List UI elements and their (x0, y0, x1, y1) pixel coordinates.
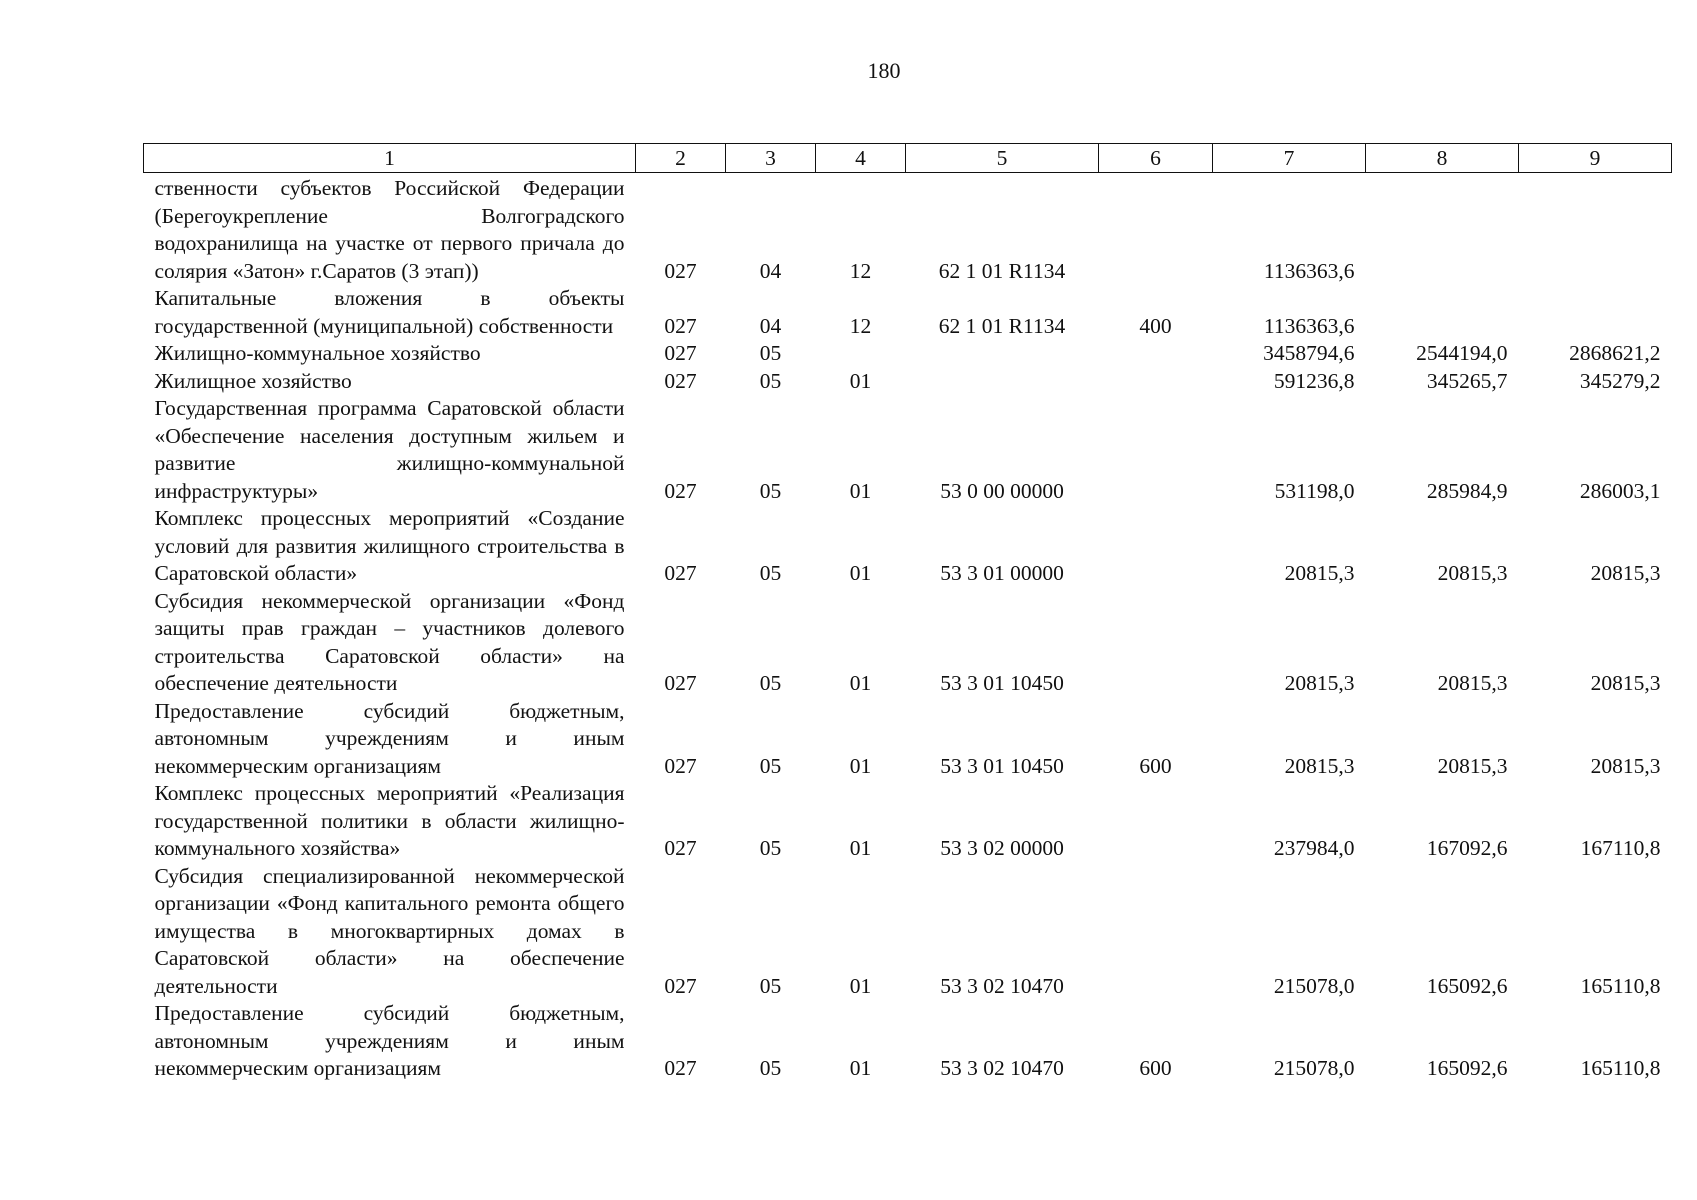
cell-target-article: 53 3 02 10470 (940, 973, 1064, 998)
table-row (144, 173, 1672, 286)
cell-target-article: 62 1 01 R1134 (938, 313, 1066, 338)
header-row (144, 144, 1672, 173)
column-header-6: 6 (1099, 144, 1213, 173)
row-description: Комплекс процессных мероприятий «Создание условий для развития жилищного строительства в Саратовской области» (154, 506, 625, 585)
row-description: Комплекс процессных мероприятий «Реализация государственной политики в области жилищно-коммунального хозяйства» (154, 781, 625, 860)
row-description: Жилищное хозяйство (154, 368, 352, 393)
cell-expense-type (1099, 780, 1213, 863)
cell-amount-col9: 286003,1 (1579, 478, 1661, 503)
table-row (144, 863, 1672, 1001)
cell-target-article: 53 3 01 00000 (940, 561, 1064, 585)
cell-section: 04 (759, 258, 782, 283)
cell-amount-col7: 591236,8 (1273, 368, 1355, 393)
cell-expense-type (1099, 505, 1213, 588)
cell-ministry: 027 (664, 368, 697, 393)
cell-ministry: 027 (664, 478, 697, 503)
cell-ministry: 027 (664, 1056, 697, 1080)
page-number: 180 (867, 58, 901, 83)
cell-amount-col8: 165092,6 (1426, 973, 1508, 998)
cell-amount-col9: 20815,3 (1590, 753, 1661, 778)
cell-ministry: 027 (664, 973, 697, 998)
cell-amount-col9: 165110,8 (1580, 973, 1661, 998)
cell-expense-type (1099, 588, 1213, 698)
cell-target-article (906, 340, 1099, 368)
column-header-9: 9 (1519, 144, 1672, 173)
cell-amount-col8: 20815,3 (1437, 671, 1508, 695)
cell-section: 05 (759, 1056, 782, 1080)
cell-subsection: 12 (849, 258, 872, 283)
cell-expense-type: 400 (1139, 313, 1172, 338)
table-body (144, 173, 1672, 1083)
cell-amount-col7: 3458794,6 (1263, 341, 1355, 365)
cell-amount-col7: 531198,0 (1274, 478, 1355, 503)
column-header-1: 1 (144, 144, 636, 173)
cell-target-article: 53 3 01 10450 (940, 671, 1064, 695)
column-header-5: 5 (906, 144, 1099, 173)
table-row (144, 395, 1672, 505)
cell-amount-col8: 167092,6 (1426, 836, 1508, 860)
cell-amount-col9: 165110,8 (1580, 1056, 1661, 1080)
cell-expense-type (1099, 173, 1213, 286)
cell-amount-col9: 167110,8 (1580, 836, 1661, 860)
column-header-7: 7 (1213, 144, 1366, 173)
cell-subsection: 01 (849, 671, 872, 695)
cell-subsection: 12 (849, 313, 872, 338)
table-row (144, 368, 1672, 396)
column-header-4: 4 (816, 144, 906, 173)
cell-amount-col7: 20815,3 (1284, 671, 1355, 695)
cell-amount-col8: 2544194,0 (1416, 341, 1508, 365)
cell-expense-type (1099, 368, 1213, 396)
cell-subsection: 01 (849, 1056, 872, 1080)
cell-amount-col8: 285984,9 (1426, 478, 1508, 503)
cell-section: 05 (759, 341, 782, 365)
cell-target-article: 53 3 02 10470 (940, 1056, 1064, 1080)
cell-section: 05 (759, 973, 782, 998)
row-description: Предоставление субсидий бюджетным, автономным учреждениям и иным некоммерческим организациям (154, 698, 625, 778)
column-header-3: 3 (726, 144, 816, 173)
cell-expense-type: 600 (1139, 753, 1172, 778)
cell-target-article: 53 3 01 10450 (940, 753, 1064, 778)
cell-subsection: 01 (849, 368, 872, 393)
cell-subsection: 01 (849, 478, 872, 503)
cell-target-article: 53 0 00 00000 (940, 478, 1064, 503)
cell-subsection: 01 (849, 753, 872, 778)
cell-amount-col7: 237984,0 (1273, 836, 1355, 860)
cell-expense-type (1099, 395, 1213, 505)
table-row (144, 1000, 1672, 1083)
cell-section: 04 (759, 313, 782, 338)
cell-amount-col7: 20815,3 (1284, 561, 1355, 585)
cell-amount-col8 (1366, 285, 1519, 340)
cell-amount-col8: 20815,3 (1437, 753, 1508, 778)
cell-ministry: 027 (664, 341, 697, 365)
row-description: Субсидия специализированной некоммерческой организации «Фонд капитального ремонта общего имущества в многоквартирных домах в Саратовской области» на обеспечение деятельности (154, 863, 625, 998)
cell-subsection: 01 (849, 973, 872, 998)
cell-expense-type: 600 (1139, 1056, 1172, 1080)
table-row (144, 340, 1672, 368)
cell-ministry: 027 (664, 313, 697, 338)
cell-amount-col9: 20815,3 (1590, 561, 1661, 585)
cell-subsection: 01 (849, 561, 872, 585)
cell-amount-col9: 20815,3 (1590, 671, 1661, 695)
cell-subsection: 01 (849, 836, 872, 860)
cell-ministry: 027 (664, 258, 697, 283)
row-description: Капитальные вложения в объекты государственной (муниципальной) собственности (154, 286, 625, 338)
cell-ministry: 027 (664, 561, 697, 585)
cell-target-article (906, 368, 1099, 396)
cell-amount-col8: 345265,7 (1426, 368, 1508, 393)
cell-ministry: 027 (664, 753, 697, 778)
cell-amount-col9 (1519, 285, 1672, 340)
row-description: Предоставление субсидий бюджетным, автономным учреждениям и иным некоммерческим организациям (154, 1001, 625, 1080)
budget-table (143, 143, 1672, 1083)
row-description: Государственная программа Саратовской области «Обеспечение населения доступным жильем и развитие жилищно-коммунальной инфраструктуры» (154, 396, 625, 503)
cell-section: 05 (759, 478, 782, 503)
cell-amount-col7: 215078,0 (1273, 1056, 1355, 1080)
column-header-2: 2 (636, 144, 726, 173)
cell-section: 05 (759, 836, 782, 860)
table-row (144, 588, 1672, 698)
table-row (144, 285, 1672, 340)
cell-subsection (816, 340, 906, 368)
cell-section: 05 (759, 368, 782, 393)
table-row (144, 698, 1672, 781)
column-header-8: 8 (1366, 144, 1519, 173)
cell-amount-col7: 1136363,6 (1263, 258, 1355, 283)
cell-amount-col7: 215078,0 (1273, 973, 1355, 998)
table-row (144, 505, 1672, 588)
cell-amount-col9 (1519, 173, 1672, 286)
cell-amount-col8: 165092,6 (1426, 1056, 1508, 1080)
row-description: ственности субъектов Российской Федерации (Берегоукрепление Волгоградского водохранилища на участке от первого причала до солярия «Затон» г.Саратов (3 этап)) (154, 176, 625, 283)
cell-amount-col9: 345279,2 (1579, 368, 1661, 393)
cell-ministry: 027 (664, 671, 697, 695)
cell-section: 05 (759, 561, 782, 585)
cell-expense-type (1099, 340, 1213, 368)
row-description: Жилищно-коммунальное хозяйство (154, 341, 481, 365)
table-row (144, 780, 1672, 863)
cell-amount-col9: 2868621,2 (1569, 341, 1661, 365)
cell-amount-col7: 20815,3 (1284, 753, 1355, 778)
cell-expense-type (1099, 863, 1213, 1001)
row-description: Субсидия некоммерческой организации «Фонд защиты прав граждан – участников долевого строительства Саратовской области» на обеспечение деятельности (154, 588, 625, 695)
cell-section: 05 (759, 753, 782, 778)
cell-section: 05 (759, 671, 782, 695)
cell-target-article: 53 3 02 00000 (940, 836, 1064, 860)
cell-amount-col8 (1366, 173, 1519, 286)
table-header (144, 144, 1672, 173)
cell-amount-col7: 1136363,6 (1263, 313, 1355, 338)
cell-amount-col8: 20815,3 (1437, 561, 1508, 585)
cell-ministry: 027 (664, 836, 697, 860)
cell-target-article: 62 1 01 R1134 (938, 258, 1066, 283)
